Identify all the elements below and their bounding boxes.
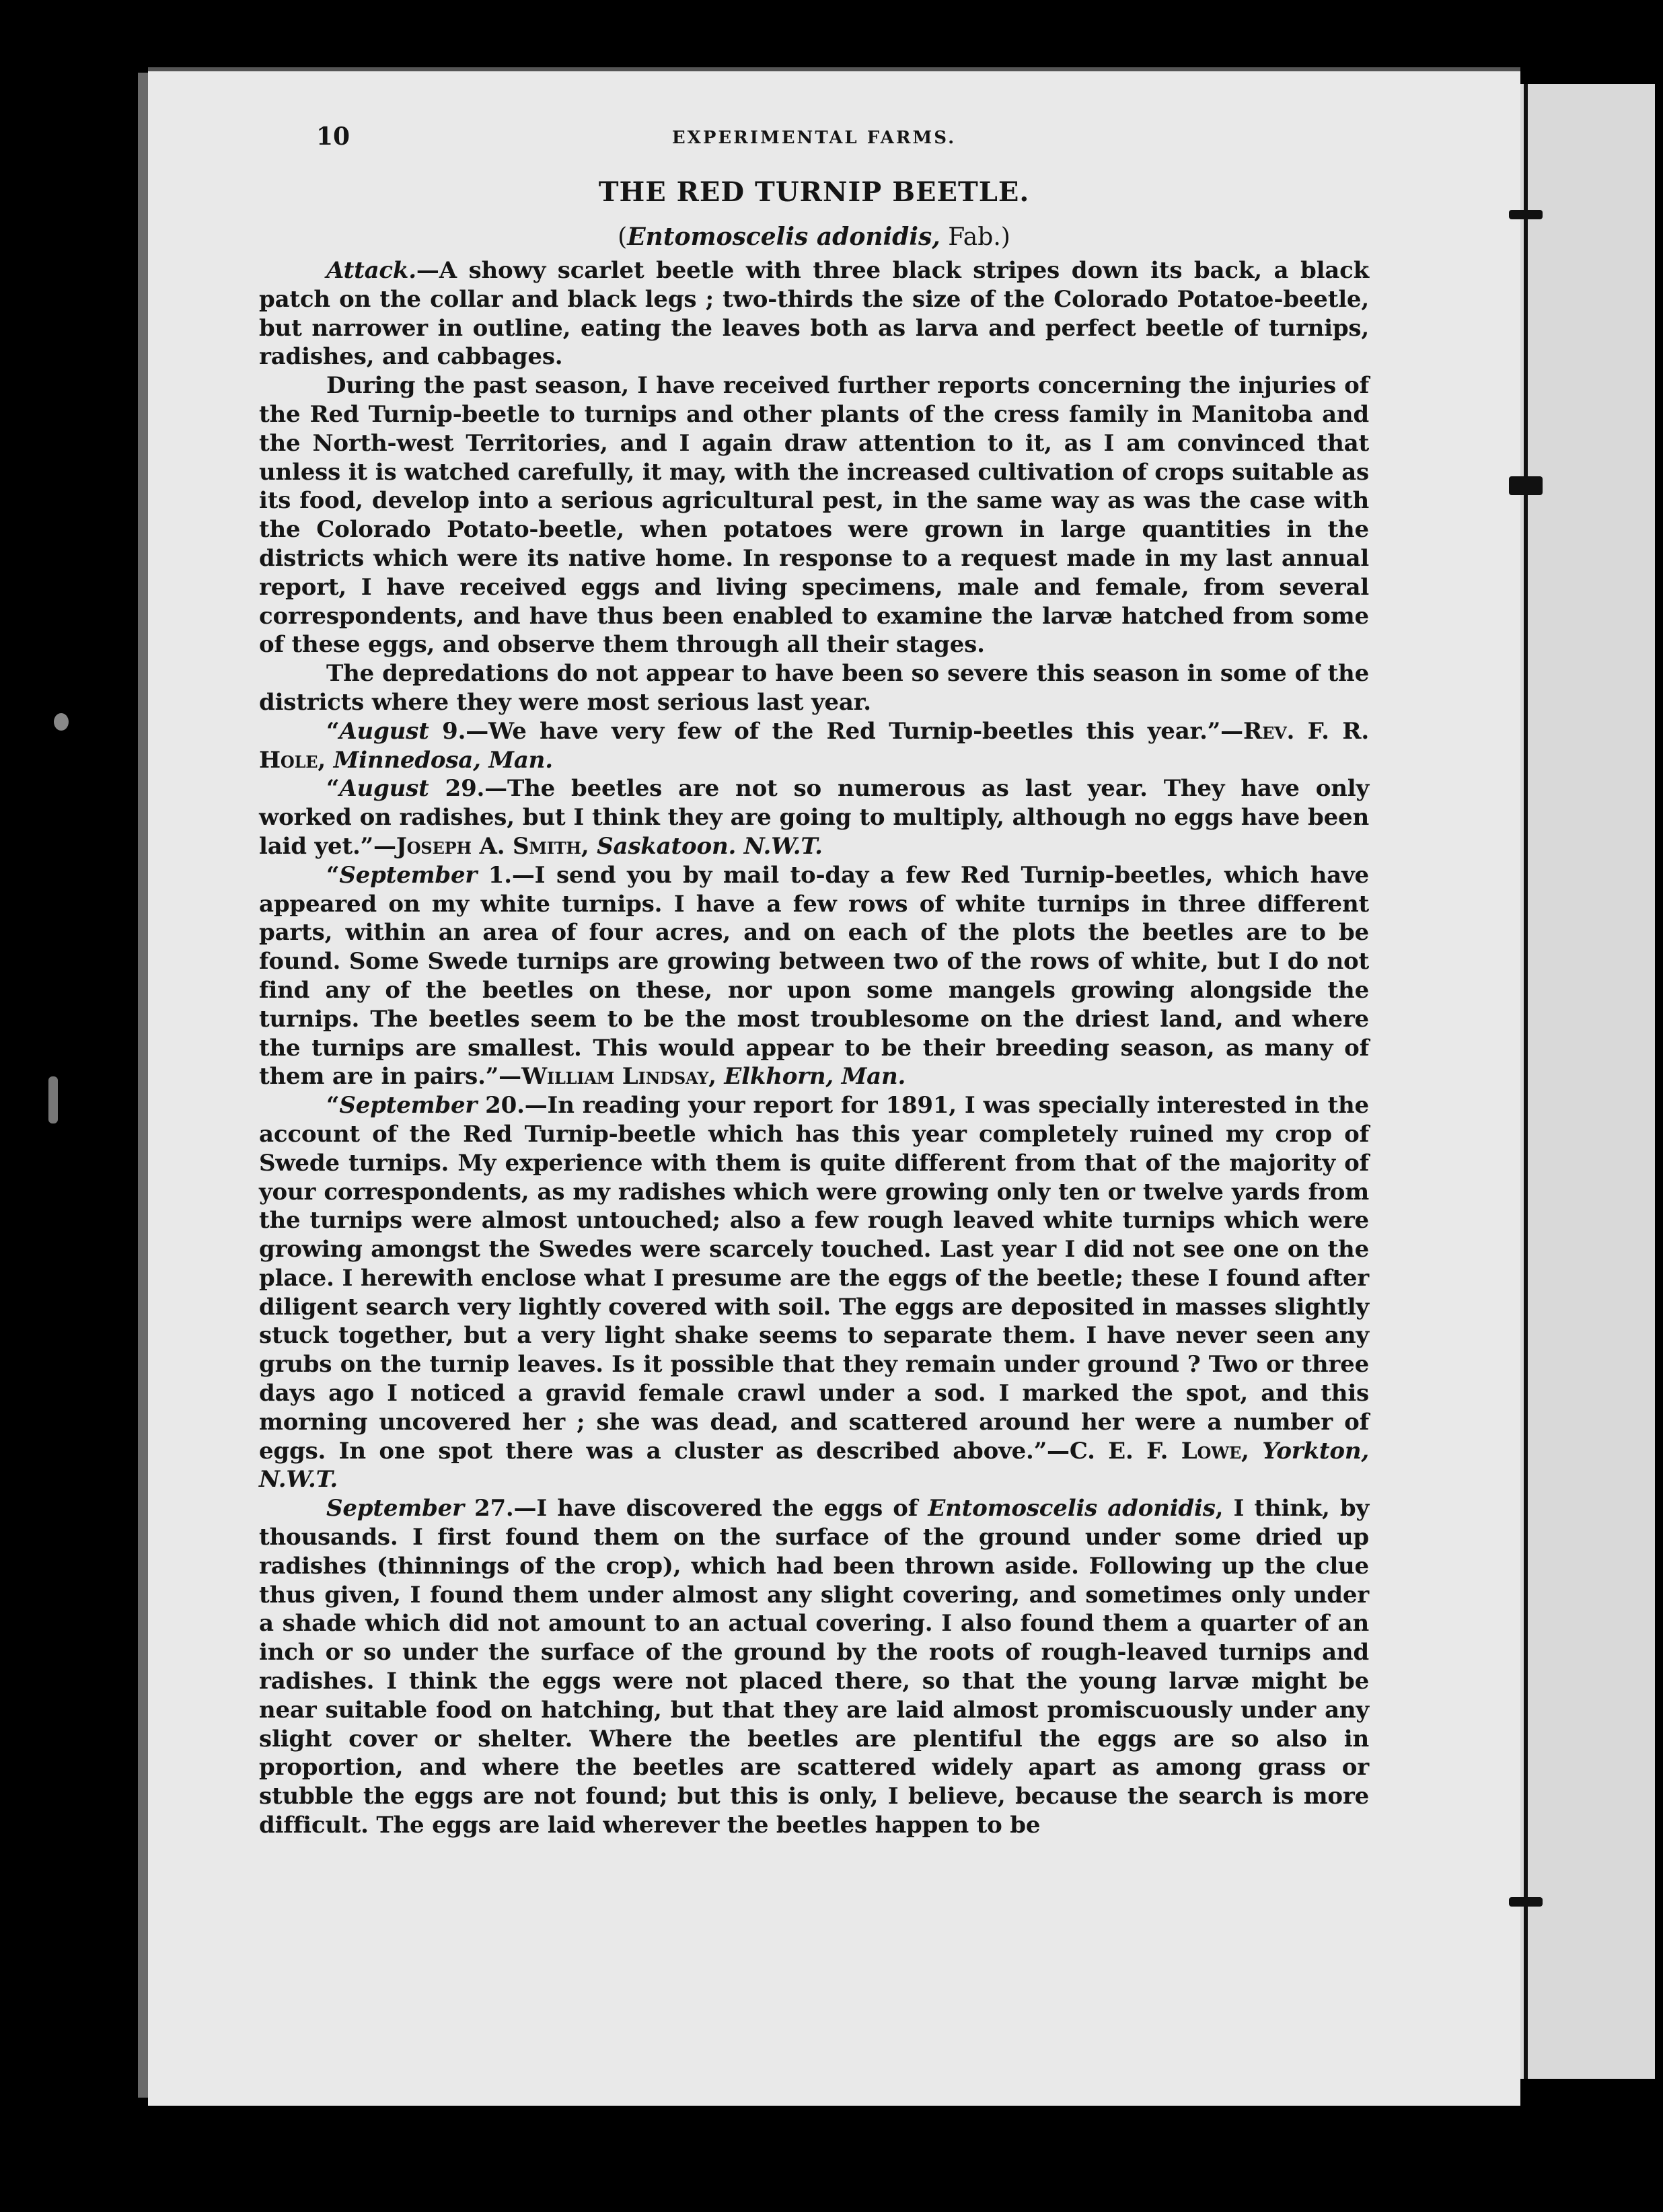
letter-date: August [339, 775, 429, 803]
attack-lead: Attack. [326, 257, 416, 284]
binding-line [1524, 84, 1528, 2079]
species-subtitle [259, 223, 1369, 251]
attack-text: —A showy scarlet beetle with three black stripes down its back, a black patch on the collar and black legs ; two-thirds the size of the Colorado Potatoe-beetle, but narrower in outline, eating the leaves both as larva and perfect beetle of turnips, radishes, and cabbages. [259, 257, 1369, 371]
binding-mark [1509, 476, 1543, 495]
running-head: EXPERIMENTAL FARMS. [671, 128, 957, 148]
scan-speck [48, 1076, 58, 1123]
scan-speck [54, 713, 69, 731]
open-quote: “ [326, 717, 340, 745]
page-number: 10 [316, 122, 350, 151]
species-author: Fab.) [940, 223, 1010, 251]
letter-text-a: 27.—I have discovered the eggs of [464, 1495, 928, 1522]
attack-paragraph [259, 256, 1369, 371]
binding-mark [1509, 1897, 1543, 1907]
open-quote: “ [326, 775, 340, 803]
letter-august-29 [259, 774, 1369, 860]
page-header [259, 122, 1369, 163]
letter-text-b: , I think, by thousands. I first found them on the surface of the ground under some dried up radishes (thinnings of the crop), which had been thrown aside. Following up the clue thus given, I found them under almost any slight covering, and sometimes only under a shade which did not amount to an actual covering. I also found them a quarter of an inch or so under the surface of the ground by the roots of rough-leaved turnips and radishes. I think the eggs were not placed there, so that the young larvæ might be near suitable food on hatching, but that they are laid almost promiscuously under any slight cover or shelter. Where the beetles are plentiful the eggs are so also in proportion, and where the beetles are scattered widely apart as among grass or stubble the eggs are not found; but this is only, I believe, because the search is more difficult. The eggs are laid wherever the beetles happen to be [259, 1495, 1369, 1839]
letter-text: 1.—I send you by mail to-day a few Red Turnip-beetles, which have appeared on my white turnips. I have a few rows of white turnips in three different parts, within an area of four acres, and on each of the plots the beetles are to be found. Some Swede turnips are growing between two of the rows of white, but I do not find any of the beetles on these, nor upon some mangels growing alongside the turnips. The beetles seem to be the most troublesome on the driest land, and where the turnips are smallest. This would appear to be their breeding season, as many of them are in pairs.”— [259, 861, 1369, 1091]
article-title: THE RED TURNIP BEETLE. [598, 176, 1030, 208]
letter-text: 20.—In reading your report for 1891, I was specially interested in the account of the Red Turnip-beetle which has this year completely ruined my crop of Swede turnips. My experience with them is quite different from that of the majority of your correspondents, as my radishes which were growing only ten or twelve yards from the turnips were almost untouched; also a few rough leaved white turnips which were growing amongst the Swedes were scarcely touched. Last year I did not see one on the place. I herewith enclose what I presume are the eggs of the beetle; these I found after diligent search very lightly covered with soil. The eggs are deposited in masses slightly stuck together, but a very light shake seems to separate them. I have never seen any grubs on the turnip leaves. Is it possible that they remain under ground ? Two or three days ago I noticed a gravid female crawl under a sod. I marked the spot, and this morning uncovered her ; she was dead, and scattered around her were a number of eggs. In one spot there was a cluster as described above.”— [259, 1092, 1369, 1465]
binding-mark [1509, 210, 1543, 219]
letter-august-9 [259, 717, 1369, 775]
adjacent-page-edge [1520, 84, 1655, 2079]
correspondent-name: C. E. F. Lowe [1069, 1437, 1242, 1465]
subtitle-open-paren: ( [618, 223, 628, 251]
species-name-inline: Entomoscelis adonidis [928, 1495, 1216, 1522]
correspondent-name: William Lindsay [521, 1063, 709, 1091]
letter-september-20 [259, 1091, 1369, 1494]
intro-paragraph: During the past season, I have received further reports concerning the injuries of the Red Turnip-beetle to turnips and other plants of the cress family in Manitoba and the North-west Territories, and I again draw attention to it, as I am convinced that unless it is watched carefully, it may, with the increased cultivation of crops suitable as its food, develop into a serious agricultural pest, in the same way as was the case with the Colorado Potato-beetle, when potatoes were grown in large quantities in the districts which were its native home. In response to a request made in my last annual report, I have received eggs and living specimens, male and female, from several correspondents, and have thus been enabled to examine the larvæ hatched from some of these eggs, and observe them through all their stages. [259, 372, 1369, 659]
correspondent-place: Saskatoon. N.W.T. [597, 832, 823, 860]
separator: , [1241, 1437, 1263, 1465]
correspondent-place: Yorkton, N.W.T. [259, 1437, 1370, 1494]
letter-date: September [339, 861, 478, 889]
correspondent-name: Rev. F. R. Hole [259, 717, 1369, 774]
open-quote: “ [326, 861, 340, 889]
open-quote: “ [326, 1092, 340, 1119]
species-name: Entomoscelis adonidis, [627, 223, 940, 251]
correspondent-name: Joseph A. Smith [396, 832, 581, 860]
separator: , [318, 746, 334, 774]
page-content [259, 122, 1369, 1840]
letter-date: August [339, 717, 429, 745]
separator: , [581, 832, 597, 860]
letter-text: 29.—The beetles are not so numerous as last year. They have only worked on radishes, but I think they are going to multiply, although no eggs have been laid yet.”— [259, 775, 1369, 860]
letter-date: September [326, 1495, 464, 1522]
correspondent-place: Elkhorn, Man. [724, 1063, 906, 1091]
depredations-paragraph: The depredations do not appear to have been so severe this season in some of the districts where they were most serious last year. [259, 660, 1369, 716]
letter-september-1 [259, 861, 1369, 1091]
letter-text: 9.—We have very few of the Red Turnip-beetles this year.”— [429, 717, 1243, 745]
correspondent-place: Minnedosa, Man. [333, 746, 553, 774]
letter-date: September [339, 1092, 478, 1119]
separator: , [708, 1063, 725, 1091]
letter-september-27 [259, 1494, 1369, 1840]
